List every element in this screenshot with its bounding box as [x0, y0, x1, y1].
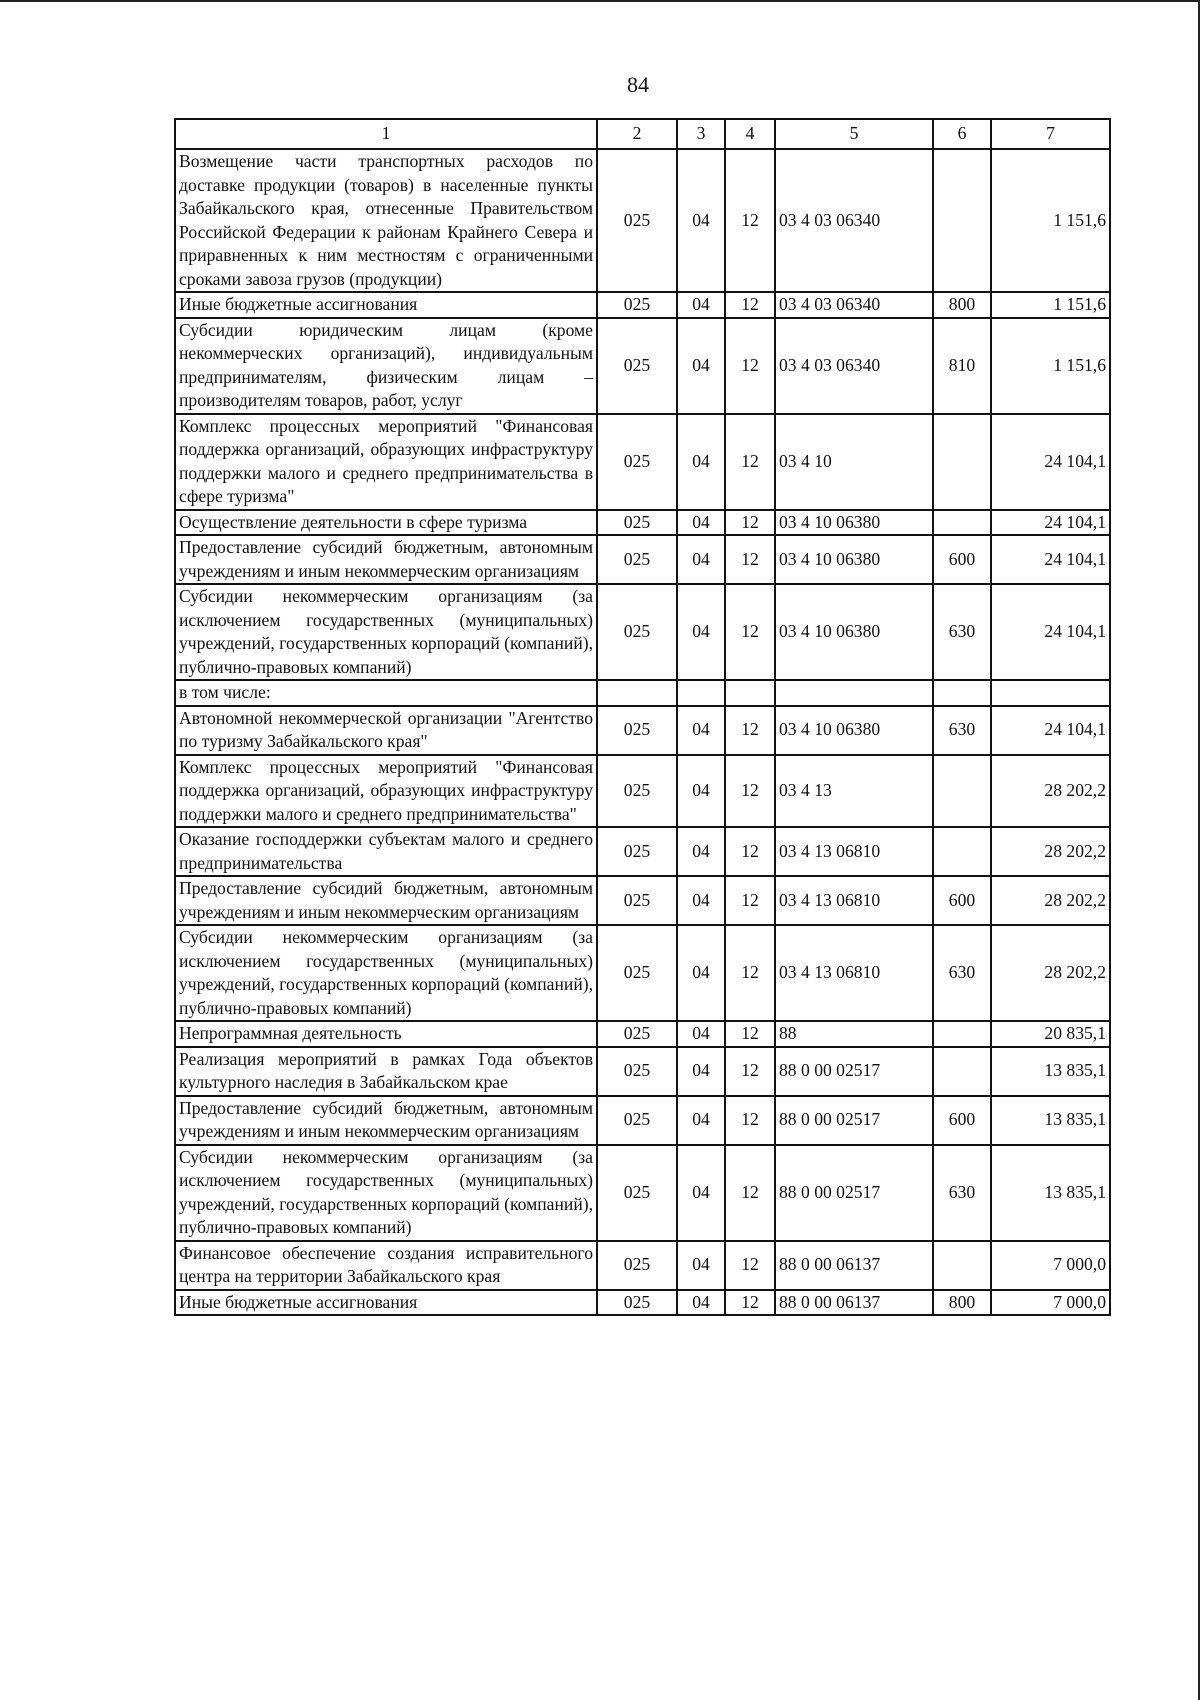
row-expense-type — [933, 1021, 991, 1047]
row-admin-code: 025 — [597, 1047, 677, 1096]
table-row — [175, 510, 1110, 536]
table-row — [175, 318, 1110, 414]
row-amount: 7 000,0 — [991, 1290, 1110, 1316]
row-subsection: 12 — [725, 292, 775, 318]
row-amount: 20 835,1 — [991, 1021, 1110, 1047]
table-row — [175, 1047, 1110, 1096]
row-amount — [991, 680, 1110, 706]
row-name: Предоставление субсидий бюджетным, автономным учреждениям и иным некоммерческим организациям — [175, 876, 597, 925]
row-target-article: 88 — [775, 1021, 933, 1047]
row-target-article: 88 0 00 06137 — [775, 1290, 933, 1316]
row-target-article: 03 4 03 06340 — [775, 292, 933, 318]
table-row — [175, 1241, 1110, 1290]
header-col-5: 5 — [775, 119, 933, 149]
table-row — [175, 755, 1110, 828]
row-section: 04 — [677, 706, 725, 755]
row-expense-type — [933, 510, 991, 536]
row-name: Субсидии некоммерческим организациям (за исключением государственных (муниципальных) учреждений, государственных корпораций (компаний), публично-правовых компаний) — [175, 1145, 597, 1241]
row-amount: 1 151,6 — [991, 292, 1110, 318]
row-target-article: 88 0 00 06137 — [775, 1241, 933, 1290]
row-admin-code: 025 — [597, 510, 677, 536]
row-section: 04 — [677, 925, 725, 1021]
row-name: Субсидии юридическим лицам (кроме некоммерческих организаций), индивидуальным предпринимателям, физическим лицам – производителям товаров, работ, услуг — [175, 318, 597, 414]
row-admin-code: 025 — [597, 1290, 677, 1316]
row-expense-type — [933, 680, 991, 706]
row-amount: 1 151,6 — [991, 149, 1110, 292]
row-admin-code: 025 — [597, 1096, 677, 1145]
row-amount: 28 202,2 — [991, 876, 1110, 925]
header-col-4: 4 — [725, 119, 775, 149]
header-col-6: 6 — [933, 119, 991, 149]
row-name: Возмещение части транспортных расходов по доставке продукции (товаров) в населенные пункты Забайкальского края, отнесенные Правительством Российской Федерации к районам Крайнего Севера и приравненных к ним местностям с ограниченными сроками завоза грузов (продукции) — [175, 149, 597, 292]
row-section: 04 — [677, 414, 725, 510]
row-admin-code: 025 — [597, 149, 677, 292]
row-expense-type: 810 — [933, 318, 991, 414]
row-section: 04 — [677, 876, 725, 925]
row-name: Иные бюджетные ассигнования — [175, 292, 597, 318]
row-expense-type: 630 — [933, 584, 991, 680]
row-name: Комплекс процессных мероприятий "Финансовая поддержка организаций, образующих инфраструктуру поддержки малого и среднего предпринимательства" — [175, 755, 597, 828]
row-amount: 24 104,1 — [991, 706, 1110, 755]
row-section: 04 — [677, 535, 725, 584]
table-row — [175, 1096, 1110, 1145]
row-section: 04 — [677, 1145, 725, 1241]
row-subsection: 12 — [725, 1096, 775, 1145]
row-admin-code: 025 — [597, 1241, 677, 1290]
table-row — [175, 1290, 1110, 1316]
table-row — [175, 584, 1110, 680]
row-expense-type: 630 — [933, 1145, 991, 1241]
row-expense-type — [933, 755, 991, 828]
row-expense-type: 630 — [933, 925, 991, 1021]
row-name: Реализация мероприятий в рамках Года объектов культурного наследия в Забайкальском крае — [175, 1047, 597, 1096]
row-expense-type: 600 — [933, 535, 991, 584]
row-amount: 24 104,1 — [991, 535, 1110, 584]
row-section: 04 — [677, 510, 725, 536]
header-col-3: 3 — [677, 119, 725, 149]
row-target-article: 88 0 00 02517 — [775, 1145, 933, 1241]
row-name: Непрограммная деятельность — [175, 1021, 597, 1047]
row-section — [677, 680, 725, 706]
row-subsection — [725, 680, 775, 706]
row-name: Иные бюджетные ассигнования — [175, 1290, 597, 1316]
row-section: 04 — [677, 755, 725, 828]
row-section: 04 — [677, 318, 725, 414]
row-amount: 28 202,2 — [991, 827, 1110, 876]
row-section: 04 — [677, 149, 725, 292]
row-target-article: 03 4 10 06380 — [775, 510, 933, 536]
row-target-article: 03 4 13 06810 — [775, 827, 933, 876]
table-row — [175, 414, 1110, 510]
row-target-article: 03 4 10 06380 — [775, 706, 933, 755]
table-row — [175, 680, 1110, 706]
row-target-article: 88 0 00 02517 — [775, 1096, 933, 1145]
row-amount: 13 835,1 — [991, 1096, 1110, 1145]
row-admin-code: 025 — [597, 318, 677, 414]
row-name: Финансовое обеспечение создания исправительного центра на территории Забайкальского края — [175, 1241, 597, 1290]
row-expense-type: 630 — [933, 706, 991, 755]
row-target-article: 03 4 03 06340 — [775, 149, 933, 292]
row-expense-type: 600 — [933, 876, 991, 925]
row-admin-code: 025 — [597, 755, 677, 828]
row-expense-type — [933, 827, 991, 876]
table-header-row — [175, 119, 1110, 149]
row-amount: 24 104,1 — [991, 510, 1110, 536]
budget-table — [174, 118, 1111, 1316]
table-row — [175, 1145, 1110, 1241]
row-section: 04 — [677, 1241, 725, 1290]
row-subsection: 12 — [725, 535, 775, 584]
row-target-article: 03 4 10 06380 — [775, 535, 933, 584]
row-amount: 13 835,1 — [991, 1047, 1110, 1096]
row-subsection: 12 — [725, 827, 775, 876]
row-amount: 7 000,0 — [991, 1241, 1110, 1290]
table-row — [175, 535, 1110, 584]
row-subsection: 12 — [725, 584, 775, 680]
row-section: 04 — [677, 1290, 725, 1316]
row-section: 04 — [677, 1021, 725, 1047]
row-admin-code — [597, 680, 677, 706]
row-subsection: 12 — [725, 706, 775, 755]
row-subsection: 12 — [725, 414, 775, 510]
row-expense-type — [933, 414, 991, 510]
row-amount: 24 104,1 — [991, 584, 1110, 680]
row-admin-code: 025 — [597, 827, 677, 876]
row-subsection: 12 — [725, 149, 775, 292]
row-expense-type — [933, 1241, 991, 1290]
table-row — [175, 827, 1110, 876]
page-number: 84 — [627, 72, 649, 97]
row-expense-type — [933, 1047, 991, 1096]
row-admin-code: 025 — [597, 292, 677, 318]
row-target-article: 03 4 13 06810 — [775, 876, 933, 925]
row-target-article: 88 0 00 02517 — [775, 1047, 933, 1096]
row-expense-type: 600 — [933, 1096, 991, 1145]
table-row — [175, 925, 1110, 1021]
row-section: 04 — [677, 1047, 725, 1096]
row-subsection: 12 — [725, 1290, 775, 1316]
table-row — [175, 1021, 1110, 1047]
row-amount: 1 151,6 — [991, 318, 1110, 414]
row-name: Автономной некоммерческой организации "Агентство по туризму Забайкальского края" — [175, 706, 597, 755]
table-row — [175, 706, 1110, 755]
scan-edge-top — [0, 0, 1200, 2]
table-row — [175, 149, 1110, 292]
row-subsection: 12 — [725, 1021, 775, 1047]
row-target-article: 03 4 13 — [775, 755, 933, 828]
row-section: 04 — [677, 827, 725, 876]
row-admin-code: 025 — [597, 535, 677, 584]
row-subsection: 12 — [725, 1145, 775, 1241]
row-target-article — [775, 680, 933, 706]
row-target-article: 03 4 10 06380 — [775, 584, 933, 680]
header-col-2: 2 — [597, 119, 677, 149]
row-admin-code: 025 — [597, 876, 677, 925]
row-admin-code: 025 — [597, 1021, 677, 1047]
row-admin-code: 025 — [597, 1145, 677, 1241]
table-row — [175, 876, 1110, 925]
row-expense-type — [933, 149, 991, 292]
row-target-article: 03 4 10 — [775, 414, 933, 510]
row-section: 04 — [677, 292, 725, 318]
row-target-article: 03 4 13 06810 — [775, 925, 933, 1021]
row-name: Осуществление деятельности в сфере туризма — [175, 510, 597, 536]
row-amount: 28 202,2 — [991, 755, 1110, 828]
row-subsection: 12 — [725, 876, 775, 925]
row-expense-type: 800 — [933, 292, 991, 318]
row-subsection: 12 — [725, 755, 775, 828]
row-admin-code: 025 — [597, 584, 677, 680]
row-admin-code: 025 — [597, 414, 677, 510]
table-row — [175, 292, 1110, 318]
row-subsection: 12 — [725, 318, 775, 414]
header-col-7: 7 — [991, 119, 1110, 149]
row-subsection: 12 — [725, 1047, 775, 1096]
row-section: 04 — [677, 1096, 725, 1145]
row-section: 04 — [677, 584, 725, 680]
row-admin-code: 025 — [597, 706, 677, 755]
row-admin-code: 025 — [597, 925, 677, 1021]
header-col-1: 1 — [175, 119, 597, 149]
row-name: Комплекс процессных мероприятий "Финансовая поддержка организаций, образующих инфраструктуру поддержки малого и среднего предпринимательства в сфере туризма" — [175, 414, 597, 510]
table-body — [175, 149, 1110, 1315]
row-subsection: 12 — [725, 1241, 775, 1290]
row-amount: 13 835,1 — [991, 1145, 1110, 1241]
row-name: Предоставление субсидий бюджетным, автономным учреждениям и иным некоммерческим организациям — [175, 1096, 597, 1145]
row-name: Субсидии некоммерческим организациям (за исключением государственных (муниципальных) учреждений, государственных корпораций (компаний), публично-правовых компаний) — [175, 925, 597, 1021]
row-name: Субсидии некоммерческим организациям (за исключением государственных (муниципальных) учреждений, государственных корпораций (компаний), публично-правовых компаний) — [175, 584, 597, 680]
row-name: Оказание господдержки субъектам малого и среднего предпринимательства — [175, 827, 597, 876]
row-subsection: 12 — [725, 925, 775, 1021]
row-name: Предоставление субсидий бюджетным, автономным учреждениям и иным некоммерческим организациям — [175, 535, 597, 584]
row-subsection: 12 — [725, 510, 775, 536]
row-amount: 24 104,1 — [991, 414, 1110, 510]
row-expense-type: 800 — [933, 1290, 991, 1316]
row-name: в том числе: — [175, 680, 597, 706]
row-target-article: 03 4 03 06340 — [775, 318, 933, 414]
row-amount: 28 202,2 — [991, 925, 1110, 1021]
